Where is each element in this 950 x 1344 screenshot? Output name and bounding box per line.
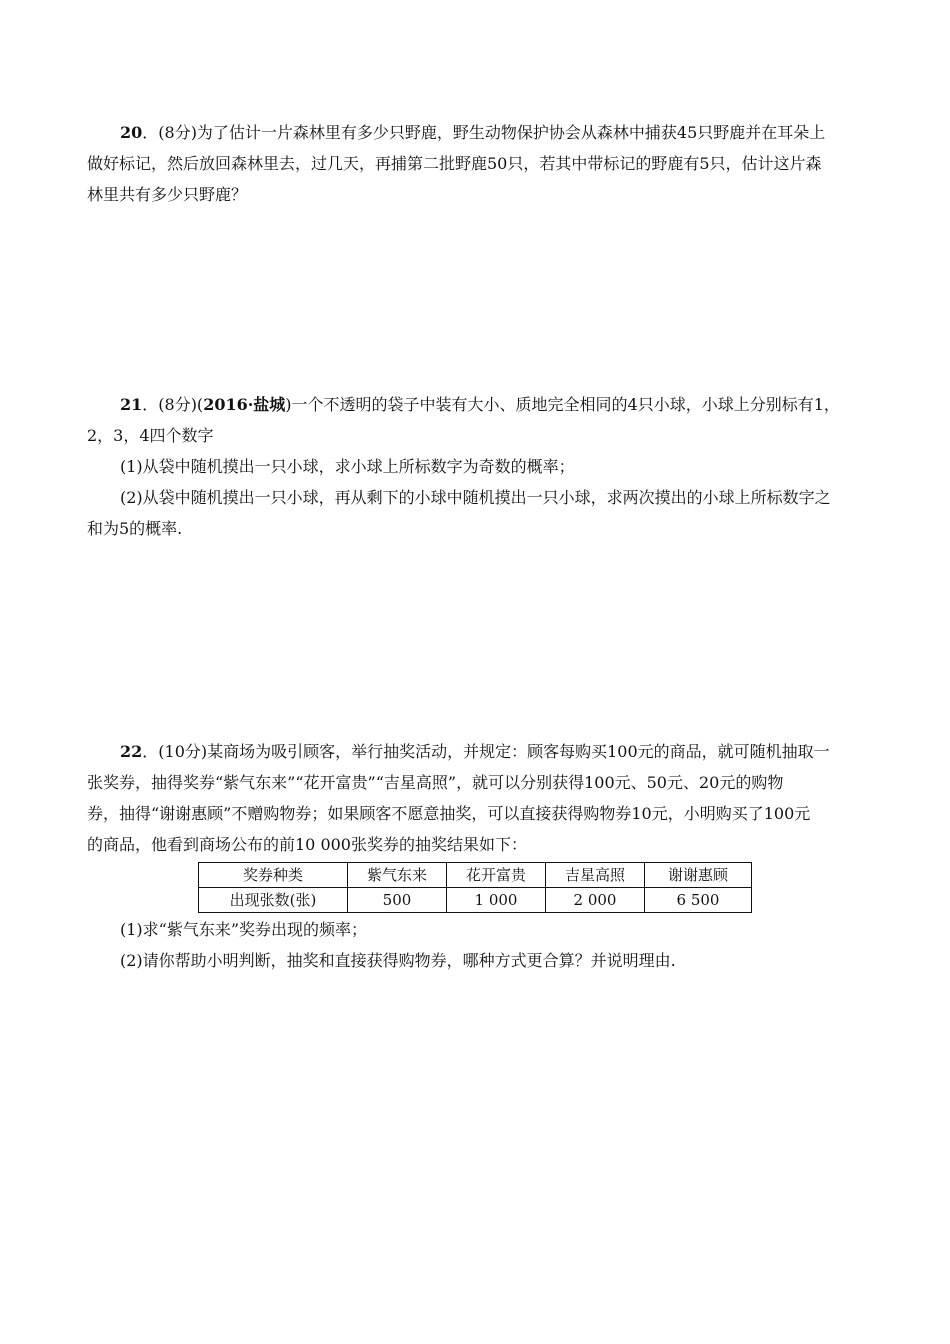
question-20-line-1 (87, 117, 865, 148)
question-text-pre: ．(8分)( (142, 395, 204, 414)
question-number: 20 (120, 123, 143, 142)
table-header-cell: 谢谢惠顾 (645, 863, 752, 888)
table-header-cell: 吉星高照 (546, 863, 645, 888)
prize-results-table (198, 862, 752, 913)
question-number: 21 (120, 395, 143, 414)
question-22-line-1 (87, 736, 865, 767)
question-22-line-2: 张奖券，抽得奖券“紫气东来”“花开富贵”“吉星高照”，就可以分别获得100元、50元、20元的购物 (87, 773, 784, 792)
question-22-part-2: (2)请你帮助小明判断，抽奖和直接获得购物券，哪种方式更合算？并说明理由. (120, 951, 676, 970)
question-21 (87, 389, 865, 544)
question-21-part-1: (1)从袋中随机摸出一只小球，求小球上所标数字为奇数的概率； (120, 457, 575, 476)
table-header-row (199, 863, 752, 888)
question-text: ．(10分)某商场为吸引顾客，举行抽奖活动，并规定：顾客每购买100元的商品，就可随机抽取一 (142, 742, 830, 761)
question-21-part-2-line-1: (2)从袋中随机摸出一只小球，再从剩下的小球中随机摸出一只小球，求两次摸出的小球上所标数字之 (120, 488, 831, 507)
table-cell: 6 500 (645, 888, 752, 913)
question-20 (87, 117, 865, 210)
table-cell: 2 000 (546, 888, 645, 913)
table-header-cell: 花开富贵 (447, 863, 546, 888)
table-cell: 500 (348, 888, 447, 913)
question-20-line-3: 林里共有多少只野鹿？ (87, 185, 248, 204)
question-number: 22 (120, 742, 143, 761)
question-22-line-3: 券，抽得“谢谢惠顾”不赠购物券；如果顾客不愿意抽奖，可以直接获得购物券10元，小明购买了100元 (87, 804, 811, 823)
question-source: 2016·盐城 (203, 395, 286, 414)
question-text: )一个不透明的袋子中装有大小、质地完全相同的4只小球，小球上分别标有1， (285, 395, 840, 414)
table-header-cell: 奖券种类 (199, 863, 348, 888)
table-row (199, 888, 752, 913)
table-cell: 出现张数(张) (199, 888, 348, 913)
table-cell: 1 000 (447, 888, 546, 913)
table-header-cell: 紫气东来 (348, 863, 447, 888)
question-22 (87, 736, 865, 860)
question-22-part-1: (1)求“紫气东来”奖券出现的频率； (120, 920, 368, 939)
question-22-parts (87, 914, 865, 976)
question-21-part-2-line-2: 和为5的概率. (87, 519, 183, 538)
question-21-line-2: 2，3，4四个数字 (87, 426, 214, 445)
question-21-line-1 (87, 389, 865, 420)
question-20-line-2: 做好标记，然后放回森林里去，过几天，再捕第二批野鹿50只，若其中带标记的野鹿有5只，估计这片森 (87, 154, 822, 173)
question-22-line-4: 的商品，他看到商场公布的前10 000张奖券的抽奖结果如下： (87, 835, 527, 854)
question-text: ．(8分)为了估计一片森林里有多少只野鹿，野生动物保护协会从森林中捕获45只野鹿并在耳朵上 (142, 123, 826, 142)
